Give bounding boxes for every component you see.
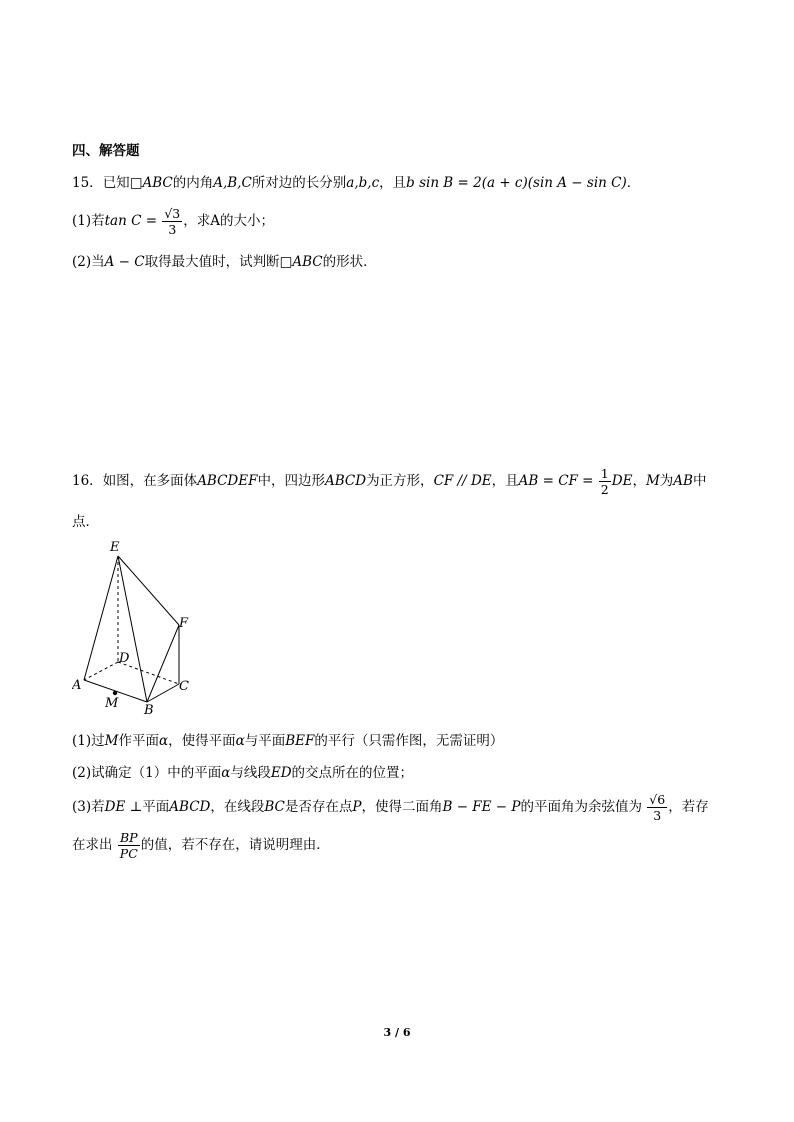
edge-BC <box>147 684 179 702</box>
q15-part1: (1)若tan C = $\frac{√3}{3}$ ，求A的大小； <box>72 206 274 237</box>
bp-over-pc-fraction: $\frac{BP}{PC}$ <box>119 830 138 861</box>
q16-part1: (1)过M作平面α，使得平面α与平面BEF的平行（只需作图，无需证明） <box>72 733 504 749</box>
q16-part2: (2)试确定（1）中的平面α与线段ED的交点所在的位置； <box>72 765 414 781</box>
q16-stem-cont: 点． <box>72 514 99 530</box>
section-title: 四、解答题 <box>72 143 140 159</box>
label-D: D <box>119 651 130 666</box>
q16-stem: 16．如图，在多面体ABCDEF中，四边形ABCD为正方形，CF // DE，且AB = CF = $\frac{1}{2}$ DE，M为AB中 <box>72 466 707 497</box>
q16-part3-cont: 在求出 $\frac{BP}{PC}$ 的值，若不存在，请说明理由． <box>72 830 330 861</box>
edge-DA-hidden <box>84 662 118 680</box>
edge-FB <box>147 625 179 702</box>
polyhedron-figure <box>72 536 212 716</box>
q15-equation: b sin B = 2(a + c)(sin A − sin C) <box>406 175 627 191</box>
edge-EA <box>84 556 118 680</box>
q15-part2: (2)当A − C取得最大值时，试判断□ABC的形状． <box>72 254 377 270</box>
point-M <box>113 691 117 695</box>
page-number: 3 / 6 <box>383 1026 411 1039</box>
label-E: E <box>110 540 120 555</box>
edge-EF <box>118 556 179 625</box>
label-M: M <box>105 696 119 711</box>
q16-part3: (3)若DE ⊥平面ABCD，在线段BC是否存在点P，使得二面角B − FE − P的平面角为余弦值为 $\frac{√6}{3}$ ，若存 <box>72 792 709 823</box>
sqrt6-over-3-fraction: $\frac{√6}{3}$ <box>649 792 666 823</box>
label-A: A <box>72 678 82 693</box>
sqrt3-over-3-fraction: $\frac{√3}{3}$ <box>164 206 181 237</box>
q15-stem: 15．已知□ABC的内角A,B,C所对边的长分别a,b,c，且b sin B = 2(a + c)(sin A − sin C)． <box>72 175 641 191</box>
label-F: F <box>179 616 189 631</box>
label-B: B <box>144 703 154 716</box>
edge-EB <box>118 556 147 702</box>
label-C: C <box>179 679 189 694</box>
one-half-fraction: $\frac{1}{2}$ <box>600 466 609 497</box>
